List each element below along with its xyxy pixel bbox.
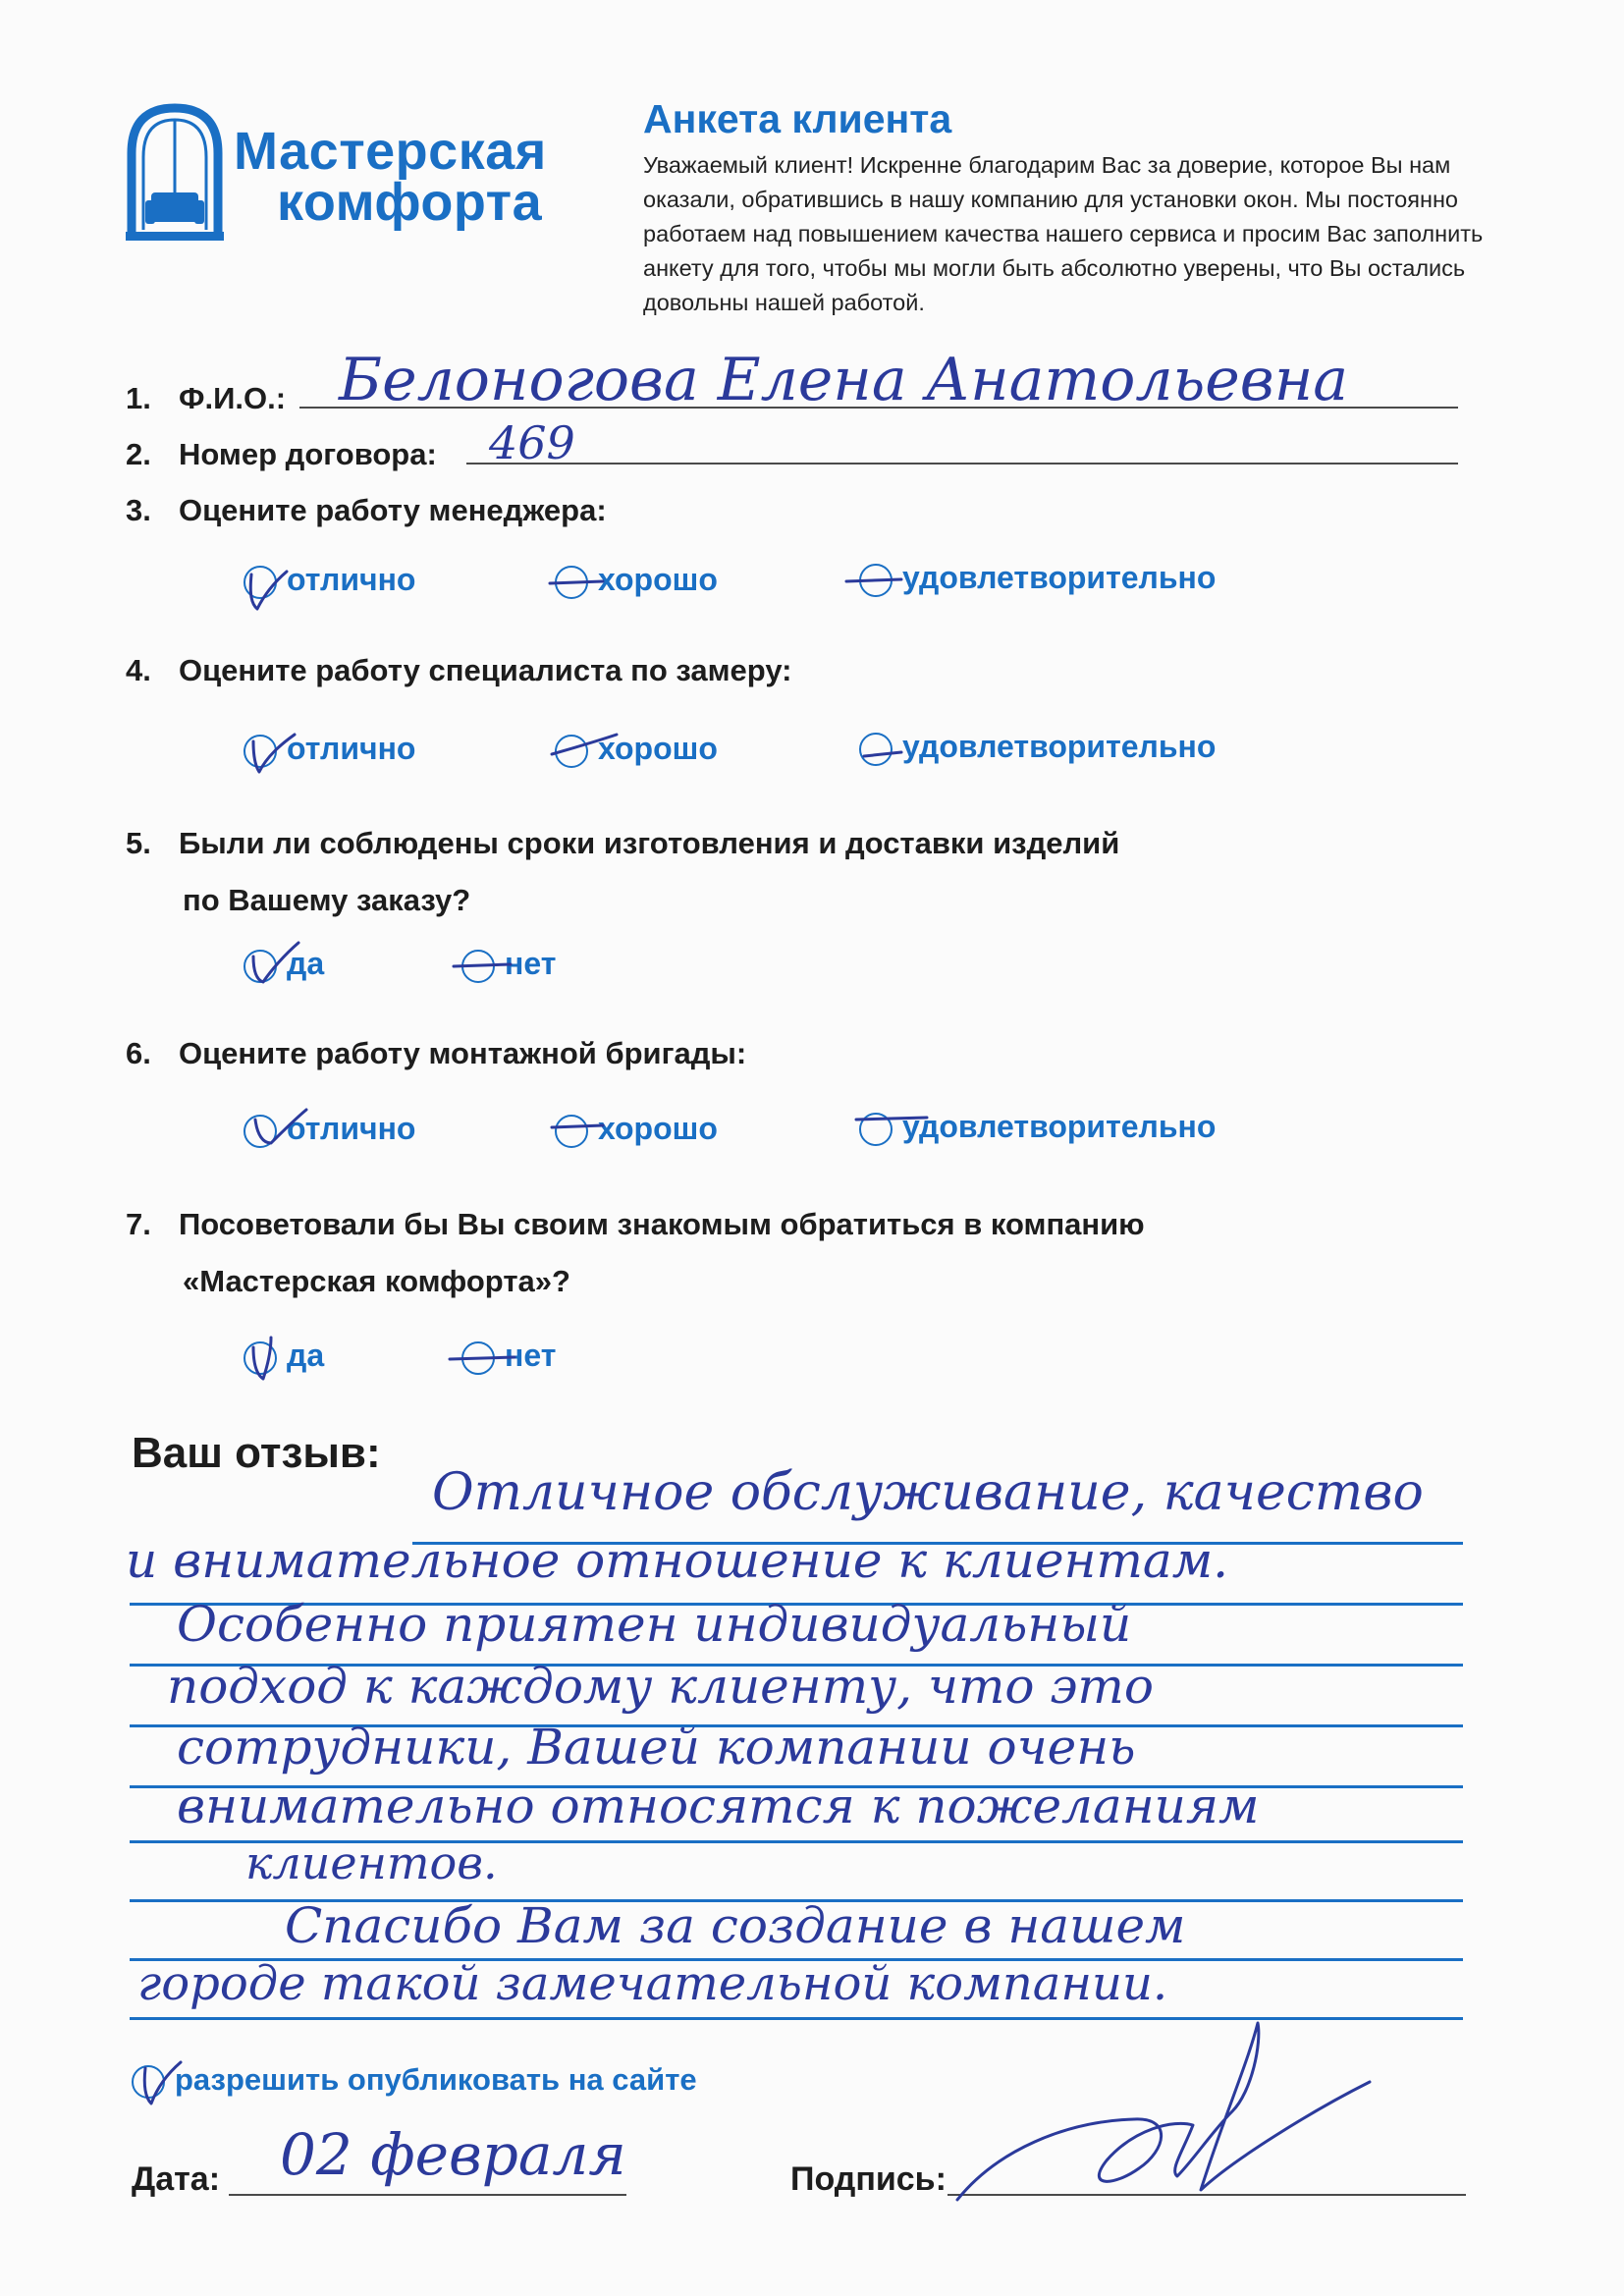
date-value[interactable]: 02 февраля: [280, 2121, 626, 2188]
review-line-6[interactable]: внимательно относятся к пожеланиям: [177, 1777, 1260, 1834]
question-3-label: Оцените работу менеджера:: [179, 493, 607, 527]
review-line-3[interactable]: Особенно приятен индивидуальный: [177, 1596, 1132, 1653]
question-2-number: 2.: [126, 437, 151, 471]
publish-permission[interactable]: [132, 2062, 697, 2099]
q3-option-satisfactory[interactable]: удовлетворительно: [859, 560, 1216, 597]
review-line-7[interactable]: клиентов.: [245, 1836, 498, 1889]
signature-label: Подпись:: [790, 2160, 947, 2198]
question-5-label-line-2: по Вашему заказу?: [183, 883, 471, 917]
review-label: Ваш отзыв:: [132, 1429, 381, 1477]
question-5-label-line-1: Были ли соблюдены сроки изготовления и доставки изделий: [179, 826, 1120, 860]
q3-option-excellent[interactable]: отлично: [244, 562, 415, 599]
publish-check-mark: [134, 2058, 192, 2117]
review-line-8[interactable]: Спасибо Вам за создание в нашем: [285, 1897, 1186, 1954]
signature-drawing: [938, 2003, 1399, 2239]
date-underline: [229, 2194, 626, 2196]
logo-line-2: комфорта: [277, 173, 543, 232]
question-6-label: Оцените работу монтажной бригады:: [179, 1036, 747, 1070]
intro-text: Уважаемый клиент! Искренне благодарим Вас за доверие, которое Вы нам оказали, обратившись в нашу компанию для установки окон. Мы постоянно работаем над повышением качества нашего сервиса и просим Вас заполнить анкету для того, чтобы мы могли быть абсолютно уверены, что Вы остались довольны нашей работой.: [643, 152, 1484, 315]
review-line-9[interactable]: городе такой замечательной компании.: [137, 1956, 1168, 2011]
question-5-number: 5.: [126, 826, 151, 860]
date-label: Дата:: [132, 2160, 221, 2198]
q4-option-satisfactory[interactable]: удовлетворительно: [859, 729, 1216, 766]
q7-option-yes[interactable]: да: [244, 1338, 324, 1375]
q4-option-excellent[interactable]: отлично: [244, 731, 415, 768]
q3-option-good[interactable]: хорошо: [555, 562, 718, 599]
page-title: Анкета клиента: [643, 96, 952, 141]
q4-option-good[interactable]: хорошо: [555, 731, 718, 768]
q7-option-no[interactable]: нет: [461, 1338, 556, 1375]
question-7-number: 7.: [126, 1207, 151, 1241]
question-4-label: Оцените работу специалиста по замеру:: [179, 653, 792, 687]
publish-label: разрешить опубликовать на сайте: [175, 2062, 697, 2097]
question-1-number: 1.: [126, 381, 151, 415]
review-line-2[interactable]: и внимательное отношение к клиентам.: [126, 1532, 1229, 1589]
question-2-label: Номер договора:: [179, 437, 437, 471]
q6-option-excellent[interactable]: отлично: [244, 1111, 415, 1148]
question-7-label-line-2: «Мастерская комфорта»?: [183, 1264, 570, 1298]
review-line-1[interactable]: Отличное обслуживание, качество: [432, 1463, 1424, 1522]
q5-option-yes[interactable]: да: [244, 946, 324, 983]
question-7-label-line-1: Посоветовали бы Вы своим знакомым обратиться в компанию: [179, 1207, 1145, 1241]
fio-answer[interactable]: Белоногова Елена Анатольевна: [339, 346, 1348, 414]
q5-option-no[interactable]: нет: [461, 946, 556, 983]
question-6-number: 6.: [126, 1036, 151, 1070]
contract-answer[interactable]: 469: [489, 416, 575, 469]
logo-line-1: Мастерская: [234, 122, 547, 181]
review-line-5[interactable]: сотрудники, Вашей компании очень: [177, 1719, 1136, 1776]
question-4-number: 4.: [126, 653, 151, 687]
question-3-number: 3.: [126, 493, 151, 527]
q6-option-satisfactory[interactable]: удовлетворительно: [859, 1109, 1216, 1146]
q6-option-good[interactable]: хорошо: [555, 1111, 718, 1148]
review-line-4[interactable]: подход к каждому клиенту, что это: [167, 1658, 1154, 1715]
question-1-label: Ф.И.О.:: [179, 381, 287, 415]
